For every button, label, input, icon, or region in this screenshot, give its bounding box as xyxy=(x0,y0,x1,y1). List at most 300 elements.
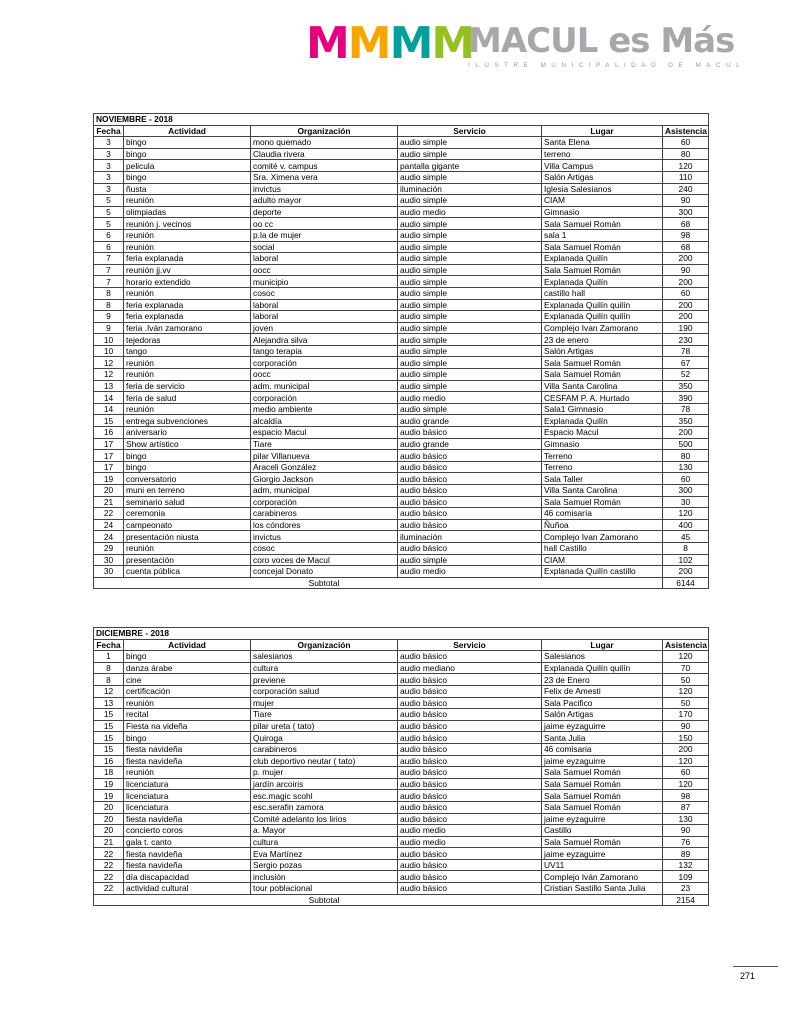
brand-text: MACUL es Más xyxy=(468,21,735,61)
table-cell: adm, municipal xyxy=(251,485,398,497)
table-cell: audio medio xyxy=(398,206,542,218)
table-row xyxy=(94,253,709,265)
table-cell: audio simple xyxy=(398,148,542,160)
table-cell: 102 xyxy=(663,554,709,566)
table-cell: 8 xyxy=(94,662,124,674)
table-cell: laboral xyxy=(251,299,398,311)
table-row xyxy=(94,403,709,415)
table-cell: gala t. canto xyxy=(124,836,251,848)
table-cell: 120 xyxy=(663,160,709,172)
table-cell: mujer xyxy=(251,697,398,709)
table-cell: 14 xyxy=(94,392,124,404)
table-cell: deporte xyxy=(251,206,398,218)
table-cell: 20 xyxy=(94,485,124,497)
table-row xyxy=(94,871,709,883)
table-cell: 150 xyxy=(663,732,709,744)
table-cell: reunión xyxy=(124,241,251,253)
table-cell: audio simple xyxy=(398,229,542,241)
table-cell: 14 xyxy=(94,403,124,415)
table-cell: certificación xyxy=(124,685,251,697)
table-row xyxy=(94,720,709,732)
table-cell: reunión xyxy=(124,697,251,709)
table-cell: Espacio Macul xyxy=(542,427,663,439)
table-row xyxy=(94,674,709,686)
table-row xyxy=(94,662,709,674)
table-cell: jaime eyzaguirre xyxy=(542,755,663,767)
table-cell: Explanada Quilín xyxy=(542,415,663,427)
table-row xyxy=(94,755,709,767)
table-cell: reunión xyxy=(124,229,251,241)
table-cell: sala 1 xyxy=(542,229,663,241)
table-cell: 12 xyxy=(94,357,124,369)
table-row xyxy=(94,651,709,663)
table-cell: Explanada Quilín xyxy=(542,253,663,265)
table-cell: municipio xyxy=(251,276,398,288)
table-cell: audio básico xyxy=(398,859,542,871)
table-row xyxy=(94,473,709,485)
table-cell: tango terapia xyxy=(251,345,398,357)
table-cell: Iglesia Salesianos xyxy=(542,183,663,195)
table-cell: p. mujer xyxy=(251,767,398,779)
table-cell: pelicula xyxy=(124,160,251,172)
column-header: Lugar xyxy=(542,639,663,651)
column-header: Servicio xyxy=(398,639,542,651)
table-row xyxy=(94,859,709,871)
table-cell: oocc xyxy=(251,369,398,381)
table-cell: 19 xyxy=(94,778,124,790)
table-cell: Explanada Quilín quilín xyxy=(542,299,663,311)
table-cell: audio básico xyxy=(398,461,542,473)
table-cell: licenciatura xyxy=(124,778,251,790)
table-cell: bingo xyxy=(124,450,251,462)
month-row xyxy=(94,114,709,126)
table-cell: recital xyxy=(124,709,251,721)
table-cell: presentación niusta xyxy=(124,531,251,543)
table-cell: Sala1 Gimnasio xyxy=(542,403,663,415)
table-row xyxy=(94,732,709,744)
table-cell: audio mediano xyxy=(398,662,542,674)
table-cell: feria explanada xyxy=(124,253,251,265)
table-cell: reunión xyxy=(124,357,251,369)
table-row xyxy=(94,438,709,450)
column-header: Actividad xyxy=(124,639,251,651)
table-cell: 68 xyxy=(663,218,709,230)
table-cell: audio simple xyxy=(398,253,542,265)
table-cell: audio básico xyxy=(398,542,542,554)
table-cell: los cóndores xyxy=(251,519,398,531)
table-cell: jaime eyzaguirre xyxy=(542,720,663,732)
table-cell: 8 xyxy=(663,542,709,554)
table-cell: club deportivo neutar ( tato) xyxy=(251,755,398,767)
table-cell: Show artístico xyxy=(124,438,251,450)
brand-subtitle: ILUSTRE MUNICIPALIDAD DE MACUL xyxy=(468,62,746,69)
table-row xyxy=(94,357,709,369)
table-cell: 15 xyxy=(94,732,124,744)
table-cell: audio básico xyxy=(398,883,542,895)
table-cell: Sala Samuel Román xyxy=(542,767,663,779)
table-row xyxy=(94,542,709,554)
table-cell: reunión xyxy=(124,369,251,381)
table-cell: mono quemado xyxy=(251,137,398,149)
table-cell: cosoc xyxy=(251,542,398,554)
table-cell: Explanada Quilín xyxy=(542,276,663,288)
table-cell: 24 xyxy=(94,531,124,543)
table-cell: danza árabe xyxy=(124,662,251,674)
table-cell: audio simple xyxy=(398,311,542,323)
table-cell: Gimnasio xyxy=(542,206,663,218)
table-cell: Santa Elena xyxy=(542,137,663,149)
table-cell: 350 xyxy=(663,380,709,392)
table-cell: 50 xyxy=(663,697,709,709)
table-cell: 23 de enero xyxy=(542,334,663,346)
table-row xyxy=(94,554,709,566)
table-cell: Araceli González xyxy=(251,461,398,473)
table-cell: bingo xyxy=(124,171,251,183)
table-cell: hall Castillo xyxy=(542,542,663,554)
table-row xyxy=(94,450,709,462)
table-cell: Salón Artigas xyxy=(542,171,663,183)
table-cell: ñusta xyxy=(124,183,251,195)
table-cell: p.la de mujer xyxy=(251,229,398,241)
table-cell: 78 xyxy=(663,345,709,357)
table-cell: 120 xyxy=(663,508,709,520)
table-row xyxy=(94,241,709,253)
table-cell: Santa Julia xyxy=(542,732,663,744)
table-row xyxy=(94,276,709,288)
table-row xyxy=(94,697,709,709)
table-cell: Sala Samuel Román xyxy=(542,790,663,802)
table-row xyxy=(94,322,709,334)
table-cell: Salesianos xyxy=(542,651,663,663)
table-cell: Sala Samuel Román xyxy=(542,778,663,790)
table-cell: Complejo Ivan Zamorano xyxy=(542,322,663,334)
table-cell: Complejo Iván Zamorano xyxy=(542,871,663,883)
table-cell: audio simple xyxy=(398,171,542,183)
column-header: Lugar xyxy=(542,125,663,137)
table-cell: esc.serafin zamora xyxy=(251,801,398,813)
table-cell: aniversario xyxy=(124,427,251,439)
table-cell: audio simple xyxy=(398,195,542,207)
table-row xyxy=(94,461,709,473)
table-cell: 20 xyxy=(94,813,124,825)
table-cell xyxy=(124,577,251,589)
column-header-row xyxy=(94,125,709,137)
table-cell: a. Mayor xyxy=(251,825,398,837)
table-cell: horario extendido xyxy=(124,276,251,288)
table-cell: reunión xyxy=(124,403,251,415)
table-cell: 78 xyxy=(663,403,709,415)
table-cell: 19 xyxy=(94,473,124,485)
table-cell: 190 xyxy=(663,322,709,334)
table-cell: 10 xyxy=(94,334,124,346)
table-cell: 60 xyxy=(663,287,709,299)
table-cell: pilar Villanueva xyxy=(251,450,398,462)
table-cell: Villa Santa Carolina xyxy=(542,485,663,497)
table-cell: audio básico xyxy=(398,697,542,709)
table-cell: joven xyxy=(251,322,398,334)
table-cell: 50 xyxy=(663,674,709,686)
table-cell: audio grande xyxy=(398,415,542,427)
table-cell: Sala Pacifico xyxy=(542,697,663,709)
table-cell: 300 xyxy=(663,206,709,218)
table-cell: audio simple xyxy=(398,218,542,230)
activity-table xyxy=(93,627,709,906)
table-cell: actividad cultural xyxy=(124,883,251,895)
table-cell: concierto coros xyxy=(124,825,251,837)
table-cell: audio básico xyxy=(398,755,542,767)
table-cell: carabineros xyxy=(251,743,398,755)
table-cell: Gimnasio xyxy=(542,438,663,450)
table-cell: audio básico xyxy=(398,427,542,439)
table-cell: alcaldía xyxy=(251,415,398,427)
table-cell: audio básico xyxy=(398,732,542,744)
table-cell: 30 xyxy=(94,554,124,566)
table-cell: 9 xyxy=(94,311,124,323)
table-cell: CIAM xyxy=(542,195,663,207)
table-cell: terreno xyxy=(542,148,663,160)
table-cell: 30 xyxy=(663,496,709,508)
table-cell: jardín arcoiris xyxy=(251,778,398,790)
table-cell: 5 xyxy=(94,218,124,230)
table-cell: audio básico xyxy=(398,813,542,825)
table-cell: 22 xyxy=(94,508,124,520)
table-cell: comité v. campus xyxy=(251,160,398,172)
subtotal-row xyxy=(94,577,709,589)
column-header-row xyxy=(94,639,709,651)
table-cell xyxy=(398,577,542,589)
table-cell: 200 xyxy=(663,311,709,323)
table-cell: 230 xyxy=(663,334,709,346)
table-cell: 200 xyxy=(663,566,709,578)
column-header: Servicio xyxy=(398,125,542,137)
table-cell: 15 xyxy=(94,743,124,755)
table-cell: Sala Taller xyxy=(542,473,663,485)
table-row xyxy=(94,848,709,860)
table-row xyxy=(94,566,709,578)
table-cell: Felix de Amesti xyxy=(542,685,663,697)
table-cell: 6 xyxy=(94,241,124,253)
table-cell: Sala Samuel Román xyxy=(542,369,663,381)
table-cell: cine xyxy=(124,674,251,686)
table-cell: pantalla gigante xyxy=(398,160,542,172)
table-cell: Sra. Ximena vera xyxy=(251,171,398,183)
table-cell: Terreno xyxy=(542,450,663,462)
table-cell: 400 xyxy=(663,519,709,531)
table-cell: 80 xyxy=(663,148,709,160)
table-row xyxy=(94,345,709,357)
table-cell: Sala Samuel Román xyxy=(542,218,663,230)
table-cell: 200 xyxy=(663,743,709,755)
table-row xyxy=(94,160,709,172)
table-cell: olimpiadas xyxy=(124,206,251,218)
table-cell: 22 xyxy=(94,859,124,871)
section-noviembre xyxy=(93,113,708,589)
table-cell: audio básico xyxy=(398,801,542,813)
table-row xyxy=(94,883,709,895)
table-cell: 5 xyxy=(94,195,124,207)
table-cell: 7 xyxy=(94,253,124,265)
table-cell: Tiare xyxy=(251,709,398,721)
table-cell: audio simple xyxy=(398,276,542,288)
subtotal-value: 6144 xyxy=(663,577,709,589)
table-cell: 10 xyxy=(94,345,124,357)
table-cell: tango xyxy=(124,345,251,357)
table-row xyxy=(94,183,709,195)
table-cell: 68 xyxy=(663,241,709,253)
table-cell: 30 xyxy=(94,566,124,578)
table-cell: audio grande xyxy=(398,438,542,450)
table-cell: licenciatura xyxy=(124,790,251,802)
table-cell: reunión jj.vv xyxy=(124,264,251,276)
table-cell: medio ambiente xyxy=(251,403,398,415)
table-cell: 390 xyxy=(663,392,709,404)
logo-letter: M xyxy=(431,18,474,69)
table-cell: seminario salud xyxy=(124,496,251,508)
table-row xyxy=(94,311,709,323)
table-row xyxy=(94,369,709,381)
table-cell: 132 xyxy=(663,859,709,871)
table-cell: Sala Samuel Román xyxy=(542,264,663,276)
table-cell: audio simple xyxy=(398,334,542,346)
table-cell: 60 xyxy=(663,473,709,485)
table-cell: Salón Artigas xyxy=(542,345,663,357)
table-cell: 3 xyxy=(94,160,124,172)
table-row xyxy=(94,137,709,149)
table-cell: 12 xyxy=(94,685,124,697)
table-cell: Sala Samuel Román xyxy=(542,357,663,369)
table-cell: 52 xyxy=(663,369,709,381)
table-cell: invictus xyxy=(251,183,398,195)
table-cell: tour poblacional xyxy=(251,883,398,895)
logo-mark xyxy=(306,18,474,69)
table-row xyxy=(94,496,709,508)
logo-letter: M xyxy=(347,18,390,69)
table-row xyxy=(94,171,709,183)
table-cell: 20 xyxy=(94,825,124,837)
table-cell: 98 xyxy=(663,790,709,802)
table-cell: Castillo xyxy=(542,825,663,837)
table-cell: Sala Samuel Román xyxy=(542,241,663,253)
table-cell: entrega subvenciones xyxy=(124,415,251,427)
table-cell: 87 xyxy=(663,801,709,813)
table-cell: fiesta navideña xyxy=(124,813,251,825)
table-cell: Sala Samuel Román xyxy=(542,496,663,508)
table-cell: 15 xyxy=(94,415,124,427)
table-cell: 3 xyxy=(94,183,124,195)
table-cell: 19 xyxy=(94,790,124,802)
table-row xyxy=(94,508,709,520)
table-cell: 46 comisaria xyxy=(542,743,663,755)
activity-table xyxy=(93,113,709,589)
table-cell: jaime eyzaguirre xyxy=(542,813,663,825)
table-row xyxy=(94,148,709,160)
table-cell: audio simple xyxy=(398,287,542,299)
table-cell: adm. municipal xyxy=(251,380,398,392)
table-cell: iluminación xyxy=(398,531,542,543)
table-cell: reunión xyxy=(124,542,251,554)
table-cell: concejal Donato xyxy=(251,566,398,578)
table-cell: Sergio pozas xyxy=(251,859,398,871)
table-cell: audio básico xyxy=(398,485,542,497)
table-cell: bingo xyxy=(124,148,251,160)
table-row xyxy=(94,519,709,531)
table-cell: Claudia rivera xyxy=(251,148,398,160)
table-cell: Salón Artigas xyxy=(542,709,663,721)
table-row xyxy=(94,229,709,241)
table-cell: 130 xyxy=(663,813,709,825)
table-cell: audio simple xyxy=(398,554,542,566)
table-row xyxy=(94,801,709,813)
column-header: Actividad xyxy=(124,125,251,137)
table-cell: inclusión xyxy=(251,871,398,883)
table-cell: 76 xyxy=(663,836,709,848)
table-row xyxy=(94,427,709,439)
table-cell: reunión xyxy=(124,767,251,779)
table-cell: audio simple xyxy=(398,357,542,369)
table-cell: 8 xyxy=(94,287,124,299)
table-cell xyxy=(94,577,124,589)
header-logo xyxy=(306,18,746,72)
table-cell: cuenta pública xyxy=(124,566,251,578)
table-cell: Villa Campus xyxy=(542,160,663,172)
table-cell: bingo xyxy=(124,461,251,473)
table-cell: Fiesta na videña xyxy=(124,720,251,732)
table-cell: 109 xyxy=(663,871,709,883)
table-row xyxy=(94,195,709,207)
table-cell: cultura xyxy=(251,836,398,848)
table-cell: laboral xyxy=(251,311,398,323)
table-cell: audio medio xyxy=(398,825,542,837)
table-cell: laboral xyxy=(251,253,398,265)
subtotal-row xyxy=(94,894,709,906)
table-cell: carabineros xyxy=(251,508,398,520)
month-row xyxy=(94,628,709,640)
table-cell: corporación xyxy=(251,496,398,508)
table-cell: audio básico xyxy=(398,519,542,531)
table-row xyxy=(94,218,709,230)
table-cell: audio simple xyxy=(398,264,542,276)
table-cell: 7 xyxy=(94,264,124,276)
table-cell: audio básico xyxy=(398,767,542,779)
table-cell: 350 xyxy=(663,415,709,427)
table-cell: 120 xyxy=(663,651,709,663)
table-cell: Quiroga xyxy=(251,732,398,744)
table-row xyxy=(94,813,709,825)
table-cell: audio básico xyxy=(398,743,542,755)
table-cell: feria de salud xyxy=(124,392,251,404)
table-row xyxy=(94,778,709,790)
table-cell: iluminación xyxy=(398,183,542,195)
table-cell: esc.magic scohl xyxy=(251,790,398,802)
table-cell: feria de servicio xyxy=(124,380,251,392)
table-row xyxy=(94,380,709,392)
table-cell: 15 xyxy=(94,709,124,721)
table-cell: 90 xyxy=(663,195,709,207)
table-cell: Sala Samuel Román xyxy=(542,801,663,813)
table-cell: 80 xyxy=(663,450,709,462)
table-cell: ceremonia xyxy=(124,508,251,520)
table-row xyxy=(94,685,709,697)
table-row xyxy=(94,825,709,837)
table-cell: fiesta navideña xyxy=(124,743,251,755)
table-cell: 300 xyxy=(663,485,709,497)
table-cell: 8 xyxy=(94,674,124,686)
table-cell: conversatorio xyxy=(124,473,251,485)
table-cell: 17 xyxy=(94,438,124,450)
table-cell: audio básico xyxy=(398,685,542,697)
table-cell: 16 xyxy=(94,427,124,439)
table-cell: bingo xyxy=(124,651,251,663)
